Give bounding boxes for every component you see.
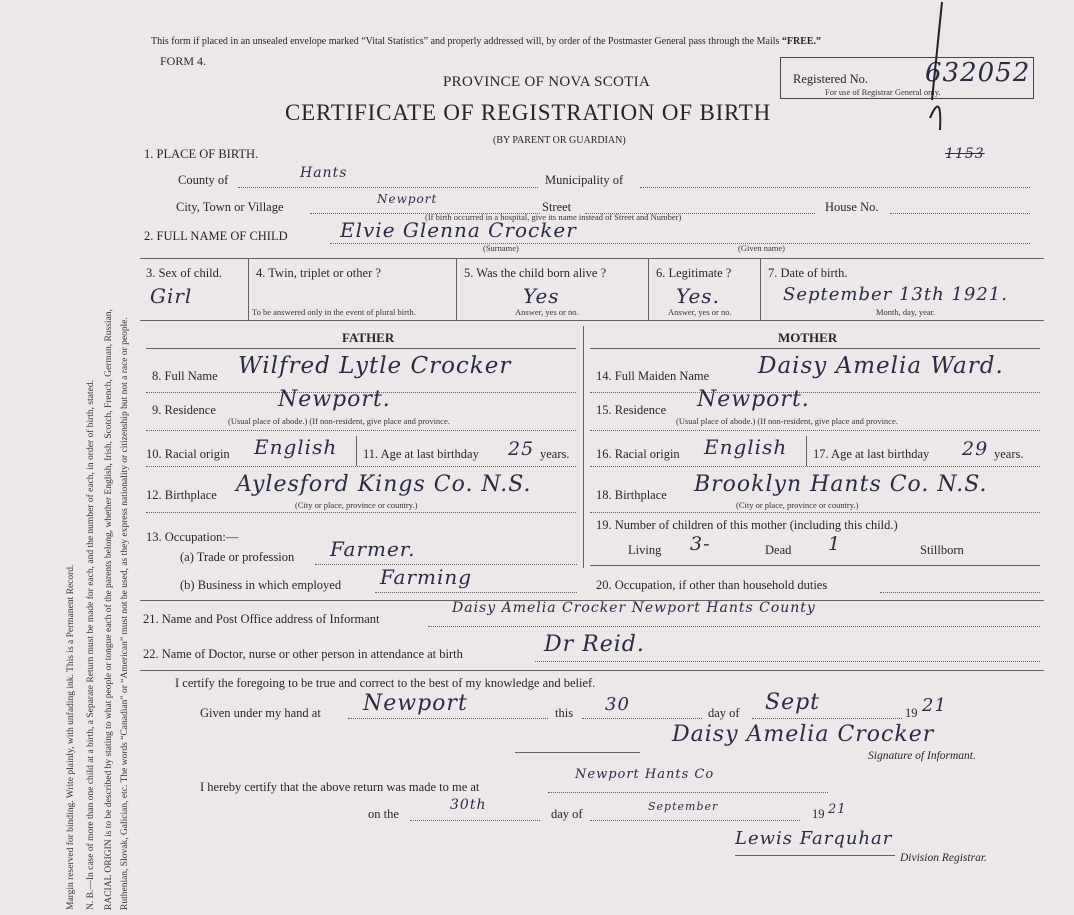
given-under-label: Given under my hand at xyxy=(200,706,321,720)
father-years: years. xyxy=(540,447,570,461)
dob-value: September 13th 1921. xyxy=(783,284,1008,305)
business-value: Farming xyxy=(380,565,473,589)
doctor-label: 22. Name of Doctor, nurse or other person in attendance at birth xyxy=(143,647,463,661)
city-label: City, Town or Village xyxy=(176,200,284,214)
given-month-value: Sept xyxy=(765,690,821,715)
sex-label: 3. Sex of child. xyxy=(146,266,223,280)
children-count-label: 19. Number of children of this mother (including this child.) xyxy=(596,518,898,532)
place-of-birth-label: 1. PLACE OF BIRTH. xyxy=(144,147,259,161)
father-age-label: 11. Age at last birthday xyxy=(363,447,479,461)
certificate-title: CERTIFICATE OF REGISTRATION OF BIRTH xyxy=(285,100,772,125)
legitimate-label: 6. Legitimate ? xyxy=(656,266,732,280)
mother-name-label: 14. Full Maiden Name xyxy=(596,369,710,383)
mother-race-value: English xyxy=(704,435,788,459)
margin-note-racial-origin-cont: Ruthenian, Slovak, Galician, etc. The words “Canadian” or “American” must not be used, as they express nationality or citizenship but not a race or people. xyxy=(120,317,130,910)
father-birthplace-value: Aylesford Kings Co. N.S. xyxy=(236,472,532,497)
form-number: FORM 4. xyxy=(160,54,207,68)
mother-birthplace-label: 18. Birthplace xyxy=(596,488,667,502)
mother-age-value: 29 xyxy=(962,438,989,460)
legitimate-value: Yes. xyxy=(676,284,720,308)
certificate-subtitle: (BY PARENT OR GUARDIAN) xyxy=(493,135,626,146)
registrar-place: Newport Hants Co xyxy=(575,767,715,782)
mother-name-value: Daisy Amelia Ward. xyxy=(758,353,1004,379)
doctor-value: Dr Reid. xyxy=(544,632,645,657)
city-value: Newport xyxy=(377,192,438,206)
province-heading: PROVINCE OF NOVA SCOTIA xyxy=(443,74,651,90)
day-of-label: day of xyxy=(708,706,740,720)
certify-statement: I certify the foregoing to be true and correct to the best of my knowledge and belief. xyxy=(175,676,596,690)
father-birthplace-label: 12. Birthplace xyxy=(146,488,217,502)
this-label: this xyxy=(555,706,574,720)
mother-years: years. xyxy=(994,447,1024,461)
child-name-label: 2. FULL NAME OF CHILD xyxy=(144,229,288,243)
hospital-note: (If birth occurred in a hospital, give its name instead of Street and Number) xyxy=(425,212,682,222)
registrar-signature: Lewis Farquhar xyxy=(735,828,893,849)
registered-label: Registered No. xyxy=(793,72,868,86)
business-label: (b) Business in which employed xyxy=(180,578,342,592)
trade-value: Farmer. xyxy=(330,537,416,561)
given-place-value: Newport xyxy=(363,691,468,716)
mother-occupation-label: 20. Occupation, if other than household duties xyxy=(596,578,828,592)
living-value: 3- xyxy=(690,533,711,555)
born-alive-value: Yes xyxy=(523,284,560,308)
mother-age-label: 17. Age at last birthday xyxy=(813,447,930,461)
born-alive-note: Answer, yes or no. xyxy=(515,307,579,317)
father-race-label: 10. Racial origin xyxy=(146,447,230,461)
mother-residence-value: Newport. xyxy=(697,387,810,412)
county-value: Hants xyxy=(300,165,348,181)
father-race-value: English xyxy=(254,435,338,459)
municipality-label: Municipality of xyxy=(545,173,624,187)
dead-label: Dead xyxy=(765,543,792,557)
legitimate-note: Answer, yes or no. xyxy=(668,307,732,317)
dead-value: 1 xyxy=(828,533,842,555)
trade-label: (a) Trade or profession xyxy=(180,550,295,564)
mother-residence-note: (Usual place of abode.) (If non-resident, give place and province. xyxy=(676,416,898,426)
given-name-note: (Given name) xyxy=(738,243,785,253)
stamp-number: 1153 xyxy=(945,146,985,162)
registrar-year-value: 21 xyxy=(828,802,847,817)
house-label: House No. xyxy=(825,200,879,214)
registrar-statement: I hereby certify that the above return was made to me at xyxy=(200,780,480,794)
living-label: Living xyxy=(628,543,662,557)
division-registrar-label: Division Registrar. xyxy=(900,852,987,864)
occupation-label: 13. Occupation:— xyxy=(146,530,239,544)
twin-note: To be answered only in the event of plural birth. xyxy=(252,307,416,317)
mother-heading: MOTHER xyxy=(778,330,838,345)
registrar-day-of-label: day of xyxy=(551,807,583,821)
father-birthplace-note: (City or place, province or country.) xyxy=(295,500,418,510)
dob-label: 7. Date of birth. xyxy=(768,266,848,280)
sex-value: Girl xyxy=(150,284,193,308)
margin-note-binding: Margin reserved for binding. Write plainly, with unfading ink. This is a Permanent Record. xyxy=(66,564,76,910)
county-label: County of xyxy=(178,173,229,187)
registered-number: 632052 xyxy=(925,58,1031,88)
registrar-month-value: September xyxy=(648,800,719,813)
mother-race-label: 16. Racial origin xyxy=(596,447,680,461)
father-age-value: 25 xyxy=(508,438,535,460)
informant-label: 21. Name and Post Office address of Informant xyxy=(143,612,380,626)
informant-value: Daisy Amelia Crocker Newport Hants County xyxy=(452,600,816,616)
given-year-prefix: 19 xyxy=(905,706,918,720)
registrar-year-prefix: 19 xyxy=(812,807,825,821)
born-alive-label: 5. Was the child born alive ? xyxy=(464,266,607,280)
stillborn-label: Stillborn xyxy=(920,543,964,557)
twin-label: 4. Twin, triplet or other ? xyxy=(256,266,381,280)
registrar-day-value: 30th xyxy=(450,797,487,813)
surname-note: (Surname) xyxy=(483,243,519,253)
father-name-value: Wilfred Lytle Crocker xyxy=(238,353,512,379)
mother-residence-label: 15. Residence xyxy=(596,403,667,417)
child-name-value: Elvie Glenna Crocker xyxy=(340,218,577,242)
margin-note-multiple-birth: N. B.—In case of more than one child at a birth, a Separate Return must be made for each, and the number of each, in order of birth, stated. xyxy=(86,380,96,910)
father-name-label: 8. Full Name xyxy=(152,369,218,383)
mother-birthplace-note: (City or place, province or country.) xyxy=(736,500,859,510)
signature-informant-label: Signature of Informant. xyxy=(868,750,976,762)
father-heading: FATHER xyxy=(342,330,395,345)
postal-note: This form if placed in an unsealed envelope marked “Vital Statistics” and properly addressed will, by order of the Postmaster General pass through the Mails “FREE.” xyxy=(151,36,822,47)
father-residence-label: 9. Residence xyxy=(152,403,216,417)
street-label: Street xyxy=(542,200,572,214)
this-day-value: 30 xyxy=(605,694,630,715)
registrar-use-note: For use of Registrar General only. xyxy=(825,87,941,97)
pen-mark xyxy=(910,0,950,140)
given-year-value: 21 xyxy=(922,695,947,716)
father-residence-value: Newport. xyxy=(278,387,391,412)
mother-birthplace-value: Brooklyn Hants Co. N.S. xyxy=(694,472,988,497)
father-residence-note: (Usual place of abode.) (If non-resident, give place and province. xyxy=(228,416,450,426)
registrar-on-the-label: on the xyxy=(368,807,399,821)
informant-signature: Daisy Amelia Crocker xyxy=(672,722,935,747)
dob-note: Month, day, year. xyxy=(876,307,936,317)
margin-note-racial-origin: RACIAL ORIGIN is to be described by stating to what people or tongue each of the parents belong, whether English, Irish, Scotch, French, German, Russian, xyxy=(104,309,114,910)
